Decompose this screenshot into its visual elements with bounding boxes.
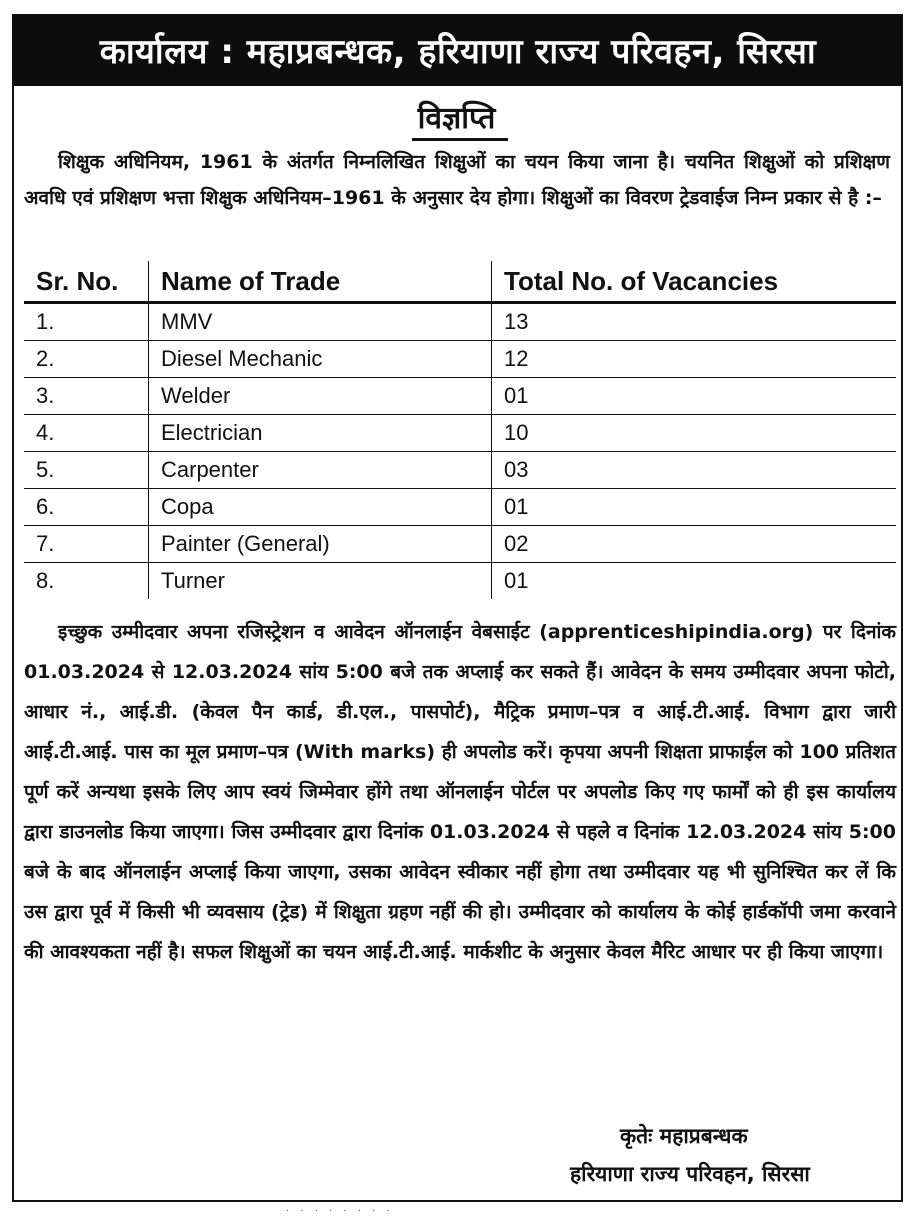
sr-no-cell: 7. bbox=[24, 526, 149, 563]
table-header-row bbox=[24, 261, 896, 303]
vacancy-cell: 02 bbox=[492, 526, 897, 563]
vacancy-cell: 01 bbox=[492, 563, 897, 600]
vacancy-cell: 03 bbox=[492, 452, 897, 489]
table-row bbox=[24, 415, 896, 452]
title-underline bbox=[412, 138, 508, 141]
instructions-paragraph: इच्छुक उम्मीदवार अपना रजिस्ट्रेशन व आवेदन ऑनलाईन वेबसाईट (apprenticeshipindia.org) पर दिनांक 01.03.2024 से 12.03.2024 सांय 5:00 बजे तक अप्लाई कर सकते हैं। आवेदन के समय उम्मीदवार अपना फोटो, आधार नं., आई.डी. (केवल पैन कार्ड, डी.एल., पासपोर्ट), मैट्रिक प्रमाण–पत्र व आई.टी.आई. विभाग द्वारा जारी आई.टी.आई. पास का मूल प्रमाण–पत्र (With marks) ही अपलोड करें। कृपया अपनी शिक्षता प्राफाईल को 100 प्रतिशत पूर्ण करें अन्यथा इसके लिए आप स्वयं जिम्मेवार होंगे तथा ऑनलाईन पोर्टल पर अपलोड किए गए फार्मों को ही इस कार्यालय द्वारा डाउनलोड किया जाएगा। जिस उम्मीदवार द्वारा दिनांक 01.03.2024 से पहले व दिनांक 12.03.2024 सांय 5:00 बजे के बाद ऑनलाईन अप्लाई किया जाएगा, उसका आवेदन स्वीकार नहीं होगा तथा उम्मीदवार यह भी सुनिश्चित कर लें कि उस द्वारा पूर्व में किसी भी व्यवसाय (ट्रेड) में शिक्षुता ग्रहण नहीं की हो। उम्मीदवार को कार्यालय के कोई हार्डकॉपी जमा करवाने की आवश्यकता नहीं है। सफल शिक्षुओं का चयन आई.टी.आई. मार्कशीट के अनुसार केवल मैरिट आधार पर ही किया जाएगा। bbox=[24, 621, 896, 963]
trade-cell: Electrician bbox=[149, 415, 492, 452]
sr-no-cell: 1. bbox=[24, 303, 149, 341]
sr-no-cell: 6. bbox=[24, 489, 149, 526]
footer-dots: · · · · · · · · bbox=[286, 1206, 394, 1217]
trade-cell: Welder bbox=[149, 378, 492, 415]
trade-cell: Painter (General) bbox=[149, 526, 492, 563]
table-row bbox=[24, 378, 896, 415]
sr-no-cell: 4. bbox=[24, 415, 149, 452]
trade-cell: Copa bbox=[149, 489, 492, 526]
office-title: कार्यालय : महाप्रबन्धक, हरियाणा राज्य परिवहन, सिरसा bbox=[99, 32, 817, 72]
table-row bbox=[24, 489, 896, 526]
sr-no-cell: 2. bbox=[24, 341, 149, 378]
vacancy-table bbox=[24, 261, 896, 599]
header-trade: Name of Trade bbox=[149, 261, 492, 303]
header-vacancies: Total No. of Vacancies bbox=[492, 261, 897, 303]
header-sr-no: Sr. No. bbox=[24, 261, 149, 303]
trade-cell: Diesel Mechanic bbox=[149, 341, 492, 378]
trade-cell: MMV bbox=[149, 303, 492, 341]
signature-line-1: कृतेः महाप्रबन्धक bbox=[620, 1124, 748, 1148]
notice-title: विज्ञप्ति bbox=[417, 101, 496, 136]
sr-no-cell: 5. bbox=[24, 452, 149, 489]
table-row bbox=[24, 341, 896, 378]
table-row bbox=[24, 563, 896, 600]
sr-no-cell: 8. bbox=[24, 563, 149, 600]
sr-no-cell: 3. bbox=[24, 378, 149, 415]
table-row bbox=[24, 303, 896, 341]
trade-cell: Turner bbox=[149, 563, 492, 600]
table-row bbox=[24, 452, 896, 489]
vacancy-cell: 01 bbox=[492, 489, 897, 526]
vacancy-cell: 10 bbox=[492, 415, 897, 452]
vacancy-cell: 12 bbox=[492, 341, 897, 378]
signature-line-2: हरियाणा राज्य परिवहन, सिरसा bbox=[570, 1162, 810, 1186]
vacancy-cell: 13 bbox=[492, 303, 897, 341]
table-row bbox=[24, 526, 896, 563]
vacancy-cell: 01 bbox=[492, 378, 897, 415]
trade-cell: Carpenter bbox=[149, 452, 492, 489]
intro-paragraph: शिक्षुक अधिनियम, 1961 के अंतर्गत निम्नलिखित शिक्षुओं का चयन किया जाना है। चयनित शिक्षुओं को प्रशिक्षण अवधि एवं प्रशिक्षण भत्ता शिक्षुक अधिनियम–1961 के अनुसार देय होगा। शिक्षुओं का विवरण ट्रेडवाईज निम्न प्रकार से है :– bbox=[24, 151, 890, 209]
